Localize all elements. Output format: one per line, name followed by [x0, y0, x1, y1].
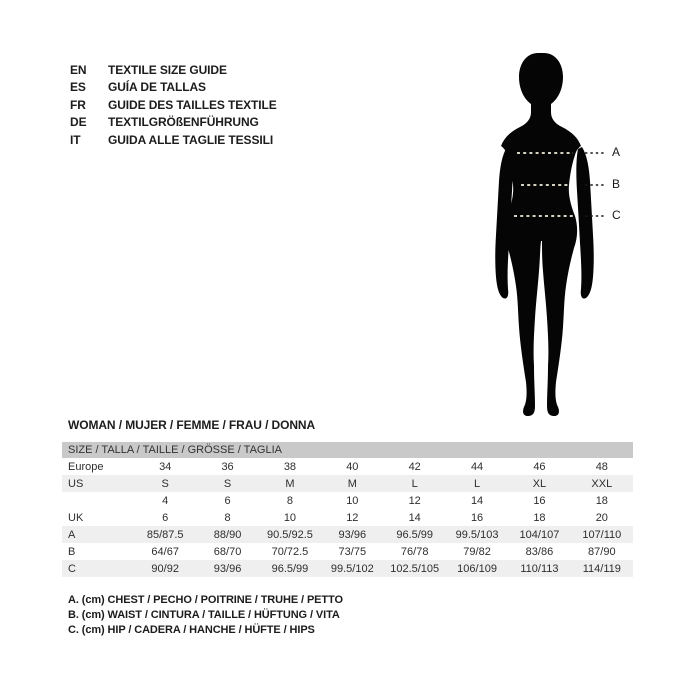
- row-label: C: [62, 560, 134, 577]
- size-cell: 6: [224, 494, 231, 507]
- woman-silhouette-figure: [465, 45, 625, 430]
- legend-hip: C. (cm) HIP / CADERA / HANCHE / HÜFTE / HIPS: [68, 624, 315, 636]
- size-cell: 90.5/92.5: [259, 526, 321, 543]
- size-cell: 85/87.5: [134, 526, 196, 543]
- size-cell: 99.5/102: [321, 560, 383, 577]
- size-cell: 8: [224, 511, 231, 524]
- size-cell: 90/92: [134, 560, 196, 577]
- size-cell: 40: [346, 460, 359, 473]
- size-cell: 42: [408, 460, 421, 473]
- size-cell: 76/78: [400, 545, 429, 558]
- size-cell: 16: [533, 494, 546, 507]
- language-label: GUIDE DES TAILLES TEXTILE: [108, 97, 277, 112]
- row-label: Europe: [68, 460, 104, 473]
- waist-marker-label: B: [612, 177, 621, 191]
- language-code: DE: [70, 115, 87, 130]
- table-row-hip-c: [62, 560, 633, 577]
- size-cell: 12: [346, 511, 359, 524]
- table-row-waist-b: [62, 543, 633, 560]
- size-cell: 79/82: [463, 545, 491, 558]
- size-cell: 96.5/99: [259, 560, 321, 577]
- table-row-chest-a: [62, 526, 633, 543]
- language-label: TEXTILGRÖßENFÜHRUNG: [108, 115, 259, 130]
- size-cell: 16: [470, 511, 484, 524]
- size-cell: 36: [221, 460, 234, 473]
- size-cell: 20: [595, 511, 608, 524]
- language-label: TEXTILE SIZE GUIDE: [108, 62, 227, 77]
- language-code: FR: [70, 97, 86, 112]
- language-row-en: [70, 61, 277, 79]
- size-cell: 88/90: [196, 526, 258, 543]
- size-cell: 14: [408, 511, 421, 524]
- size-cell: 104/107: [508, 526, 570, 543]
- size-cell: 99.5/103: [446, 526, 508, 543]
- size-cell: 114/119: [571, 560, 633, 577]
- size-cell: 38: [283, 460, 297, 473]
- legend-chest: A. (cm) CHEST / PECHO / POITRINE / TRUHE / PETTO: [68, 594, 343, 606]
- table-row-us-numeric: [62, 492, 633, 509]
- language-code: ES: [70, 80, 86, 95]
- row-label: US: [62, 475, 134, 492]
- size-cell: XXL: [571, 475, 633, 492]
- size-cell: 107/110: [571, 526, 633, 543]
- size-cell: S: [134, 475, 196, 492]
- size-cell: 34: [159, 460, 172, 473]
- size-cell: 93/96: [321, 526, 383, 543]
- language-guide-list: [70, 61, 277, 149]
- size-cell: 96.5/99: [384, 526, 446, 543]
- language-row-es: [70, 79, 277, 97]
- table-row-uk: [62, 509, 633, 526]
- size-cell: M: [321, 475, 383, 492]
- row-label: B: [68, 545, 76, 558]
- language-label: GUIDA ALLE TAGLIE TESSILI: [108, 132, 274, 147]
- legend-waist: B. (cm) WAIST / CINTURA / TAILLE / HÜFTUNG / VITA: [68, 609, 340, 621]
- size-cell: 87/90: [588, 545, 616, 558]
- size-cell: 48: [595, 460, 608, 473]
- size-cell: 64/67: [151, 545, 179, 558]
- language-code: EN: [70, 62, 87, 77]
- size-cell: 68/70: [213, 545, 242, 558]
- language-row-fr: [70, 96, 277, 114]
- size-cell: S: [196, 475, 258, 492]
- size-cell: XL: [508, 475, 570, 492]
- chest-marker-label: A: [612, 145, 621, 159]
- size-cell: L: [384, 475, 446, 492]
- size-cell: 110/113: [508, 560, 570, 577]
- row-label: A: [62, 526, 134, 543]
- hip-marker-label: C: [612, 208, 621, 222]
- size-cell: 83/86: [525, 545, 554, 558]
- size-cell: 46: [533, 460, 546, 473]
- size-cell: 18: [595, 494, 608, 507]
- section-title-woman: WOMAN / MUJER / FEMME / FRAU / DONNA: [68, 418, 316, 432]
- size-cell: 10: [283, 511, 297, 524]
- silhouette-right-arm: [576, 147, 593, 299]
- size-cell: 6: [162, 511, 169, 524]
- size-cell: 4: [162, 494, 169, 507]
- size-cell: 8: [286, 494, 293, 507]
- language-code: IT: [70, 132, 81, 147]
- size-table: [62, 458, 633, 577]
- size-cell: 73/75: [338, 545, 367, 558]
- size-cell: 106/109: [446, 560, 508, 577]
- table-row-europe: [62, 458, 633, 475]
- size-cell: 18: [533, 511, 546, 524]
- size-cell: M: [259, 475, 321, 492]
- language-label: GUÍA DE TALLAS: [108, 80, 206, 95]
- silhouette-body: [501, 53, 581, 416]
- silhouette-left-arm: [495, 147, 512, 299]
- size-cell: 44: [470, 460, 484, 473]
- size-cell: 93/96: [196, 560, 258, 577]
- size-cell: L: [446, 475, 508, 492]
- size-cell: 102.5/105: [384, 560, 446, 577]
- row-label: [62, 492, 134, 509]
- size-table-header: SIZE / TALLA / TAILLE / GRÖSSE / TAGLIA: [62, 442, 633, 458]
- size-cell: 12: [408, 494, 421, 507]
- size-cell: 10: [346, 494, 359, 507]
- language-row-it: [70, 131, 277, 149]
- row-label: UK: [68, 511, 84, 524]
- language-row-de: [70, 114, 277, 132]
- size-cell: 70/72.5: [271, 545, 309, 558]
- measurement-legend: [68, 593, 343, 638]
- table-row-us-letter: [62, 475, 633, 492]
- size-table-block: [62, 442, 633, 577]
- size-cell: 14: [470, 494, 484, 507]
